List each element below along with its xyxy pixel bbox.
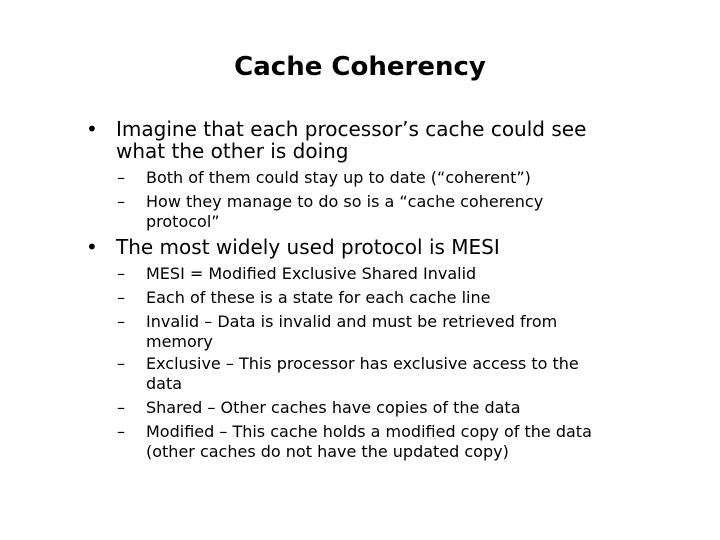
sub-text-line: Modified – This cache holds a modified copy of the data [146, 422, 592, 441]
sub-text-line: MESI = Modified Exclusive Shared Invalid [146, 264, 477, 283]
sub-text-line: Each of these is a state for each cache line [146, 288, 491, 307]
bullet-dot-icon: • [86, 117, 98, 141]
bullet-text-line: The most widely used protocol is MESI [116, 235, 500, 259]
sub-text-line: How they manage to do so is a “cache coherency [146, 192, 544, 211]
dash-icon: – [117, 192, 125, 211]
bullet-text-line: Imagine that each processor’s cache could see [116, 117, 587, 141]
dash-icon: – [117, 312, 125, 331]
sub-text-line: protocol” [146, 212, 220, 231]
sub-text [146, 288, 666, 308]
sub-text [146, 168, 666, 188]
sub-text [146, 398, 666, 418]
sub-text-line: Exclusive – This processor has exclusive access to the [146, 354, 579, 373]
sub-text-line: Invalid – Data is invalid and must be retrieved from [146, 312, 558, 331]
sub-text-line: Shared – Other caches have copies of the data [146, 398, 521, 417]
sub-text-line: memory [146, 332, 213, 351]
dash-icon: – [117, 168, 125, 187]
bullet-text [116, 236, 636, 258]
bullet-text [116, 118, 636, 162]
bullet-text-line: what the other is doing [116, 139, 349, 163]
bullet-dot-icon: • [86, 235, 98, 259]
dash-icon: – [117, 398, 125, 417]
sub-text-line: Both of them could stay up to date (“coherent”) [146, 168, 531, 187]
dash-icon: – [117, 354, 125, 373]
dash-icon: – [117, 264, 125, 283]
sub-text [146, 312, 666, 352]
slide-title: Cache Coherency [234, 52, 486, 82]
sub-text-line: data [146, 374, 183, 393]
dash-icon: – [117, 288, 125, 307]
sub-text [146, 192, 666, 232]
sub-text [146, 354, 666, 394]
sub-text [146, 264, 666, 284]
sub-text [146, 422, 666, 462]
sub-text-line: (other caches do not have the updated copy) [146, 442, 509, 461]
dash-icon: – [117, 422, 125, 441]
